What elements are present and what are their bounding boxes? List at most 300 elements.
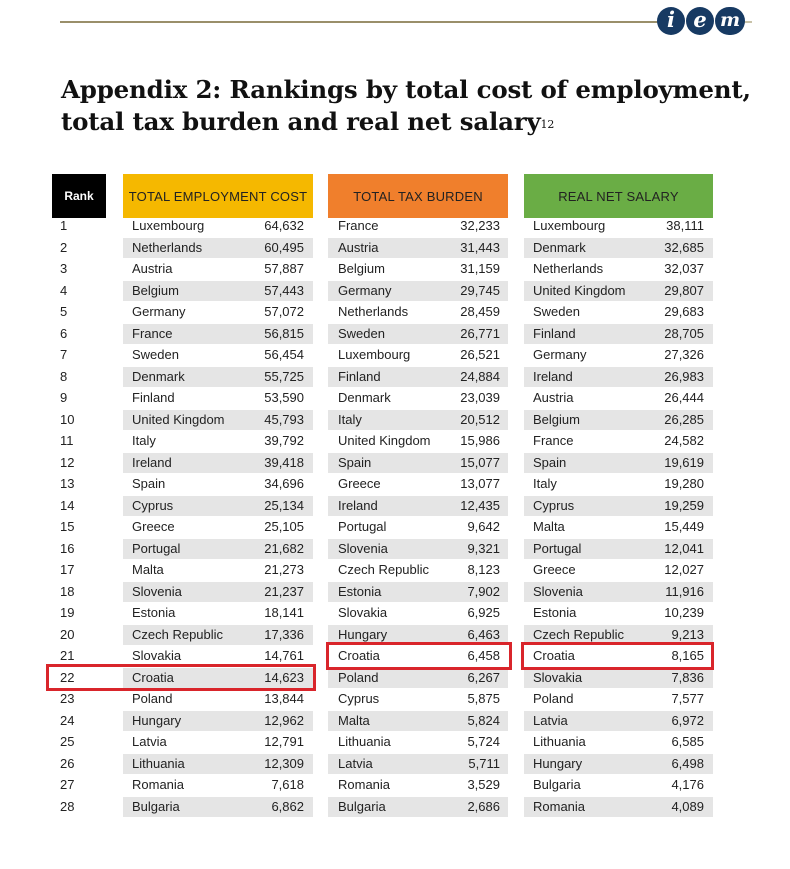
emp-country: Belgium: [132, 282, 179, 298]
emp-country: Lithuania: [132, 755, 185, 771]
emp-country: Portugal: [132, 540, 181, 556]
emp-cell: [123, 474, 313, 495]
rank-cell: 5: [60, 304, 68, 319]
table-row: [0, 259, 790, 281]
tax-cell: [328, 539, 508, 560]
tax-cell: [328, 582, 508, 603]
sal-value: 26,285: [664, 411, 704, 427]
rank-cell: 14: [60, 497, 75, 513]
sal-country: Lithuania: [533, 734, 586, 749]
table-row: [0, 754, 790, 776]
sal-country: Cyprus: [533, 497, 575, 513]
tax-cell: [328, 732, 508, 753]
tax-country: Estonia: [338, 583, 382, 599]
tax-cell: [328, 238, 508, 259]
emp-cell: [123, 259, 313, 280]
tax-cell: [328, 259, 508, 280]
logo-letter-m: m: [715, 7, 745, 35]
rank-cell: 4: [60, 282, 68, 298]
net-salary-header: REAL NET SALARY: [524, 174, 713, 218]
sal-value: 6,972: [671, 712, 704, 728]
title-footnote: 12: [540, 118, 555, 131]
sal-country: Netherlands: [533, 261, 604, 276]
table-row: [0, 582, 790, 604]
rank-cell: 8: [60, 368, 68, 384]
sal-value: 29,807: [664, 282, 704, 298]
rank-cell: 21: [60, 648, 75, 663]
sal-cell: [524, 797, 713, 818]
table-row: [0, 324, 790, 346]
table-row: [0, 732, 790, 754]
tax-country: Lithuania: [338, 734, 391, 749]
tax-cell: [328, 646, 508, 667]
tax-cell: [328, 410, 508, 431]
tax-country: Slovenia: [338, 540, 388, 556]
tax-cell: [328, 625, 508, 646]
tax-country: Sweden: [338, 325, 385, 341]
table-row: [0, 474, 790, 496]
sal-country: Bulgaria: [533, 777, 581, 792]
emp-cell: [123, 238, 313, 259]
sal-country: Portugal: [533, 540, 582, 556]
sal-value: 7,836: [671, 669, 704, 685]
sal-country: Luxembourg: [533, 218, 606, 233]
table-row: [0, 216, 790, 238]
sal-cell: [524, 388, 713, 409]
tax-cell: [328, 388, 508, 409]
sal-value: 10,239: [664, 605, 704, 620]
rank-cell: 18: [60, 583, 75, 599]
header-rule: [60, 21, 660, 23]
emp-country: Netherlands: [132, 239, 203, 255]
tax-country: Poland: [338, 669, 379, 685]
sal-country: Italy: [533, 476, 557, 491]
tax-value: 6,925: [467, 605, 500, 620]
logo-letter-e: e: [686, 7, 714, 35]
emp-value: 25,105: [264, 519, 304, 534]
sal-value: 32,037: [664, 261, 704, 276]
tax-value: 5,724: [467, 734, 500, 749]
tax-country: Ireland: [338, 497, 378, 513]
tax-value: 6,463: [467, 626, 500, 642]
tax-cell: [328, 431, 508, 452]
tax-value: 29,745: [460, 282, 500, 298]
sal-value: 26,444: [664, 390, 704, 405]
sal-value: 4,089: [671, 798, 704, 814]
emp-value: 57,443: [264, 282, 304, 298]
emp-value: 6,862: [271, 798, 304, 814]
emp-cell: [123, 367, 313, 388]
sal-cell: [524, 216, 713, 237]
tax-country: Greece: [338, 476, 381, 491]
rank-cell: 11: [60, 433, 74, 448]
sal-cell: [524, 281, 713, 302]
emp-value: 45,793: [264, 411, 304, 427]
rank-cell: 26: [60, 755, 75, 771]
tax-value: 31,443: [460, 239, 500, 255]
tax-cell: [328, 367, 508, 388]
sal-country: Malta: [533, 519, 565, 534]
tax-value: 15,986: [460, 433, 500, 448]
tax-cell: [328, 281, 508, 302]
emp-country: Germany: [132, 304, 186, 319]
emp-value: 34,696: [264, 476, 304, 491]
sal-cell: [524, 496, 713, 517]
emp-value: 12,309: [264, 755, 304, 771]
employment-cost-header: TOTAL EMPLOYMENT COST: [123, 174, 313, 218]
table-row: [0, 775, 790, 797]
sal-cell: [524, 625, 713, 646]
emp-cell: [123, 646, 313, 667]
sal-country: Germany: [533, 347, 587, 362]
sal-value: 11,916: [665, 583, 704, 599]
sal-cell: [524, 754, 713, 775]
tax-country: Cyprus: [338, 691, 380, 706]
tax-cell: [328, 474, 508, 495]
emp-cell: [123, 711, 313, 732]
tax-country: United Kingdom: [338, 433, 431, 448]
sal-cell: [524, 345, 713, 366]
sal-country: Ireland: [533, 368, 573, 384]
table-row: [0, 539, 790, 561]
sal-cell: [524, 410, 713, 431]
iem-logo: [657, 7, 745, 37]
sal-cell: [524, 603, 713, 624]
tax-country: Latvia: [338, 755, 373, 771]
table-row: [0, 431, 790, 453]
sal-cell: [524, 517, 713, 538]
title-line-2: total tax burden and real net salary: [61, 107, 541, 136]
emp-cell: [123, 281, 313, 302]
tax-value: 5,875: [467, 691, 500, 706]
emp-value: 12,962: [264, 712, 304, 728]
emp-value: 18,141: [264, 605, 304, 620]
rank-cell: 15: [60, 519, 75, 534]
emp-country: Slovakia: [132, 648, 182, 663]
emp-country: Romania: [132, 777, 185, 792]
tax-value: 31,159: [460, 261, 500, 276]
tax-value: 8,123: [467, 562, 500, 577]
sal-country: United Kingdom: [533, 282, 626, 298]
tax-value: 26,771: [460, 325, 500, 341]
sal-country: Greece: [533, 562, 576, 577]
tax-value: 13,077: [460, 476, 500, 491]
rank-cell: 10: [60, 411, 75, 427]
table-row: [0, 625, 790, 647]
tax-value: 32,233: [460, 218, 500, 233]
emp-cell: [123, 453, 313, 474]
tax-country: Slovakia: [338, 605, 388, 620]
emp-value: 39,418: [264, 454, 304, 470]
emp-country: Poland: [132, 691, 173, 706]
emp-value: 53,590: [264, 390, 304, 405]
emp-cell: [123, 689, 313, 710]
table-row: [0, 603, 790, 625]
sal-value: 24,582: [664, 433, 704, 448]
tax-country: Denmark: [338, 390, 391, 405]
tax-cell: [328, 668, 508, 689]
rank-cell: 9: [60, 390, 68, 405]
tax-cell: [328, 689, 508, 710]
emp-cell: [123, 775, 313, 796]
emp-cell: [123, 517, 313, 538]
sal-country: Croatia: [533, 648, 575, 663]
sal-value: 32,685: [664, 239, 704, 255]
sal-value: 19,259: [664, 497, 704, 513]
tax-value: 6,458: [467, 648, 500, 663]
emp-value: 14,623: [264, 669, 304, 685]
table-row: [0, 797, 790, 819]
emp-country: Ireland: [132, 454, 172, 470]
sal-value: 8,165: [671, 648, 704, 663]
sal-country: Slovenia: [533, 583, 583, 599]
tax-country: Belgium: [338, 261, 385, 276]
table-row: [0, 302, 790, 324]
sal-country: Czech Republic: [533, 626, 625, 642]
tax-value: 23,039: [460, 390, 500, 405]
rank-cell: 25: [60, 734, 75, 749]
sal-value: 38,111: [666, 218, 704, 233]
tax-country: Bulgaria: [338, 798, 386, 814]
emp-value: 56,454: [264, 347, 304, 362]
rank-cell: 20: [60, 626, 75, 642]
tax-value: 2,686: [467, 798, 500, 814]
sal-country: Austria: [533, 390, 574, 405]
tax-cell: [328, 775, 508, 796]
emp-cell: [123, 345, 313, 366]
sal-value: 19,619: [664, 454, 704, 470]
table-row: [0, 345, 790, 367]
emp-value: 17,336: [264, 626, 304, 642]
emp-country: Estonia: [132, 605, 176, 620]
table-row: [0, 410, 790, 432]
sal-cell: [524, 324, 713, 345]
tax-country: Portugal: [338, 519, 387, 534]
emp-value: 55,725: [264, 368, 304, 384]
rank-header: Rank: [52, 174, 106, 218]
sal-cell: [524, 560, 713, 581]
tax-country: Italy: [338, 411, 362, 427]
sal-country: Estonia: [533, 605, 577, 620]
tax-country: Luxembourg: [338, 347, 411, 362]
tax-value: 15,077: [460, 454, 500, 470]
tax-cell: [328, 797, 508, 818]
rank-cell: 27: [60, 777, 75, 792]
sal-value: 19,280: [664, 476, 704, 491]
sal-value: 27,326: [664, 347, 704, 362]
sal-value: 29,683: [664, 304, 704, 319]
sal-cell: [524, 453, 713, 474]
emp-country: Denmark: [132, 368, 185, 384]
table-row: [0, 453, 790, 475]
emp-country: Slovenia: [132, 583, 182, 599]
sal-cell: [524, 367, 713, 388]
sal-country: Denmark: [533, 239, 586, 255]
rank-cell: 19: [60, 605, 75, 620]
sal-cell: [524, 646, 713, 667]
sal-value: 6,585: [671, 734, 704, 749]
tax-cell: [328, 216, 508, 237]
emp-country: Spain: [132, 476, 166, 491]
sal-cell: [524, 775, 713, 796]
emp-country: Cyprus: [132, 497, 174, 513]
emp-country: Latvia: [132, 734, 167, 749]
tax-value: 7,902: [467, 583, 500, 599]
sal-country: Spain: [533, 454, 567, 470]
emp-cell: [123, 625, 313, 646]
rank-cell: 6: [60, 325, 68, 341]
tax-value: 3,529: [467, 777, 500, 792]
emp-country: Bulgaria: [132, 798, 180, 814]
emp-country: Italy: [132, 433, 156, 448]
sal-value: 6,498: [671, 755, 704, 771]
sal-country: France: [533, 433, 574, 448]
table-row: [0, 367, 790, 389]
emp-cell: [123, 754, 313, 775]
tax-cell: [328, 496, 508, 517]
table-row: [0, 238, 790, 260]
tax-country: Spain: [338, 454, 372, 470]
tax-country: Finland: [338, 368, 381, 384]
tax-cell: [328, 517, 508, 538]
emp-value: 56,815: [264, 325, 304, 341]
emp-cell: [123, 797, 313, 818]
rank-cell: 3: [60, 261, 68, 276]
sal-cell: [524, 689, 713, 710]
emp-cell: [123, 603, 313, 624]
sal-value: 28,705: [664, 325, 704, 341]
sal-value: 15,449: [664, 519, 704, 534]
emp-value: 12,791: [264, 734, 304, 749]
emp-cell: [123, 582, 313, 603]
sal-country: Belgium: [533, 411, 580, 427]
sal-cell: [524, 539, 713, 560]
table-row: [0, 388, 790, 410]
tax-cell: [328, 754, 508, 775]
rank-cell: 17: [60, 562, 75, 577]
emp-country: Hungary: [132, 712, 182, 728]
page-title: [61, 74, 751, 138]
table-row: [0, 496, 790, 518]
sal-cell: [524, 238, 713, 259]
emp-country: Finland: [132, 390, 175, 405]
sal-cell: [524, 259, 713, 280]
sal-value: 4,176: [671, 777, 704, 792]
emp-country: Croatia: [132, 669, 174, 685]
emp-country: Sweden: [132, 347, 179, 362]
sal-country: Poland: [533, 691, 574, 706]
sal-value: 9,213: [671, 626, 704, 642]
table-row: [0, 281, 790, 303]
rank-cell: 22: [60, 669, 75, 685]
table-row: [0, 517, 790, 539]
emp-value: 21,237: [264, 583, 304, 599]
sal-value: 12,041: [664, 540, 704, 556]
rank-cell: 13: [60, 476, 75, 491]
table-row: [0, 689, 790, 711]
tax-country: Germany: [338, 282, 392, 298]
emp-country: Luxembourg: [132, 218, 205, 233]
emp-country: Greece: [132, 519, 175, 534]
emp-cell: [123, 539, 313, 560]
emp-country: Austria: [132, 261, 173, 276]
tax-cell: [328, 324, 508, 345]
sal-country: Romania: [533, 798, 586, 814]
tax-value: 12,435: [460, 497, 500, 513]
tax-country: Czech Republic: [338, 562, 430, 577]
emp-cell: [123, 410, 313, 431]
sal-country: Sweden: [533, 304, 580, 319]
emp-value: 14,761: [264, 648, 304, 663]
tax-country: Croatia: [338, 648, 380, 663]
tax-value: 5,711: [468, 755, 500, 771]
sal-value: 12,027: [664, 562, 704, 577]
sal-country: Hungary: [533, 755, 583, 771]
emp-country: United Kingdom: [132, 411, 225, 427]
sal-cell: [524, 668, 713, 689]
table-row: [0, 646, 790, 668]
tax-cell: [328, 560, 508, 581]
emp-value: 60,495: [264, 239, 304, 255]
emp-country: Malta: [132, 562, 164, 577]
sal-cell: [524, 474, 713, 495]
tax-value: 26,521: [460, 347, 500, 362]
emp-value: 21,273: [264, 562, 304, 577]
sal-cell: [524, 732, 713, 753]
rank-cell: 2: [60, 239, 68, 255]
table-row: [0, 560, 790, 582]
tax-value: 24,884: [460, 368, 500, 384]
sal-country: Finland: [533, 325, 576, 341]
sal-country: Latvia: [533, 712, 568, 728]
tax-value: 20,512: [460, 411, 500, 427]
tax-cell: [328, 711, 508, 732]
rank-cell: 28: [60, 798, 75, 814]
rank-cell: 23: [60, 691, 75, 706]
emp-value: 7,618: [271, 777, 304, 792]
emp-cell: [123, 388, 313, 409]
rank-cell: 7: [60, 347, 68, 362]
logo-letter-i: i: [657, 7, 685, 35]
table-row: [0, 668, 790, 690]
emp-cell: [123, 302, 313, 323]
emp-cell: [123, 496, 313, 517]
title-line-1: Appendix 2: Rankings by total cost of employment,: [61, 75, 751, 104]
tax-country: Romania: [338, 777, 391, 792]
emp-country: France: [132, 325, 173, 341]
emp-value: 25,134: [264, 497, 304, 513]
tax-value: 5,824: [467, 712, 500, 728]
tax-country: Malta: [338, 712, 370, 728]
emp-value: 21,682: [264, 540, 304, 556]
tax-country: France: [338, 218, 379, 233]
table-row: [0, 711, 790, 733]
tax-cell: [328, 302, 508, 323]
emp-cell: [123, 324, 313, 345]
sal-country: Slovakia: [533, 669, 583, 685]
sal-cell: [524, 431, 713, 452]
tax-value: 6,267: [467, 669, 500, 685]
rank-cell: 24: [60, 712, 75, 728]
emp-value: 57,887: [264, 261, 304, 276]
tax-country: Hungary: [338, 626, 388, 642]
tax-cell: [328, 453, 508, 474]
emp-cell: [123, 216, 313, 237]
sal-cell: [524, 302, 713, 323]
emp-value: 57,072: [264, 304, 304, 319]
tax-burden-header: TOTAL TAX BURDEN: [328, 174, 508, 218]
tax-cell: [328, 345, 508, 366]
